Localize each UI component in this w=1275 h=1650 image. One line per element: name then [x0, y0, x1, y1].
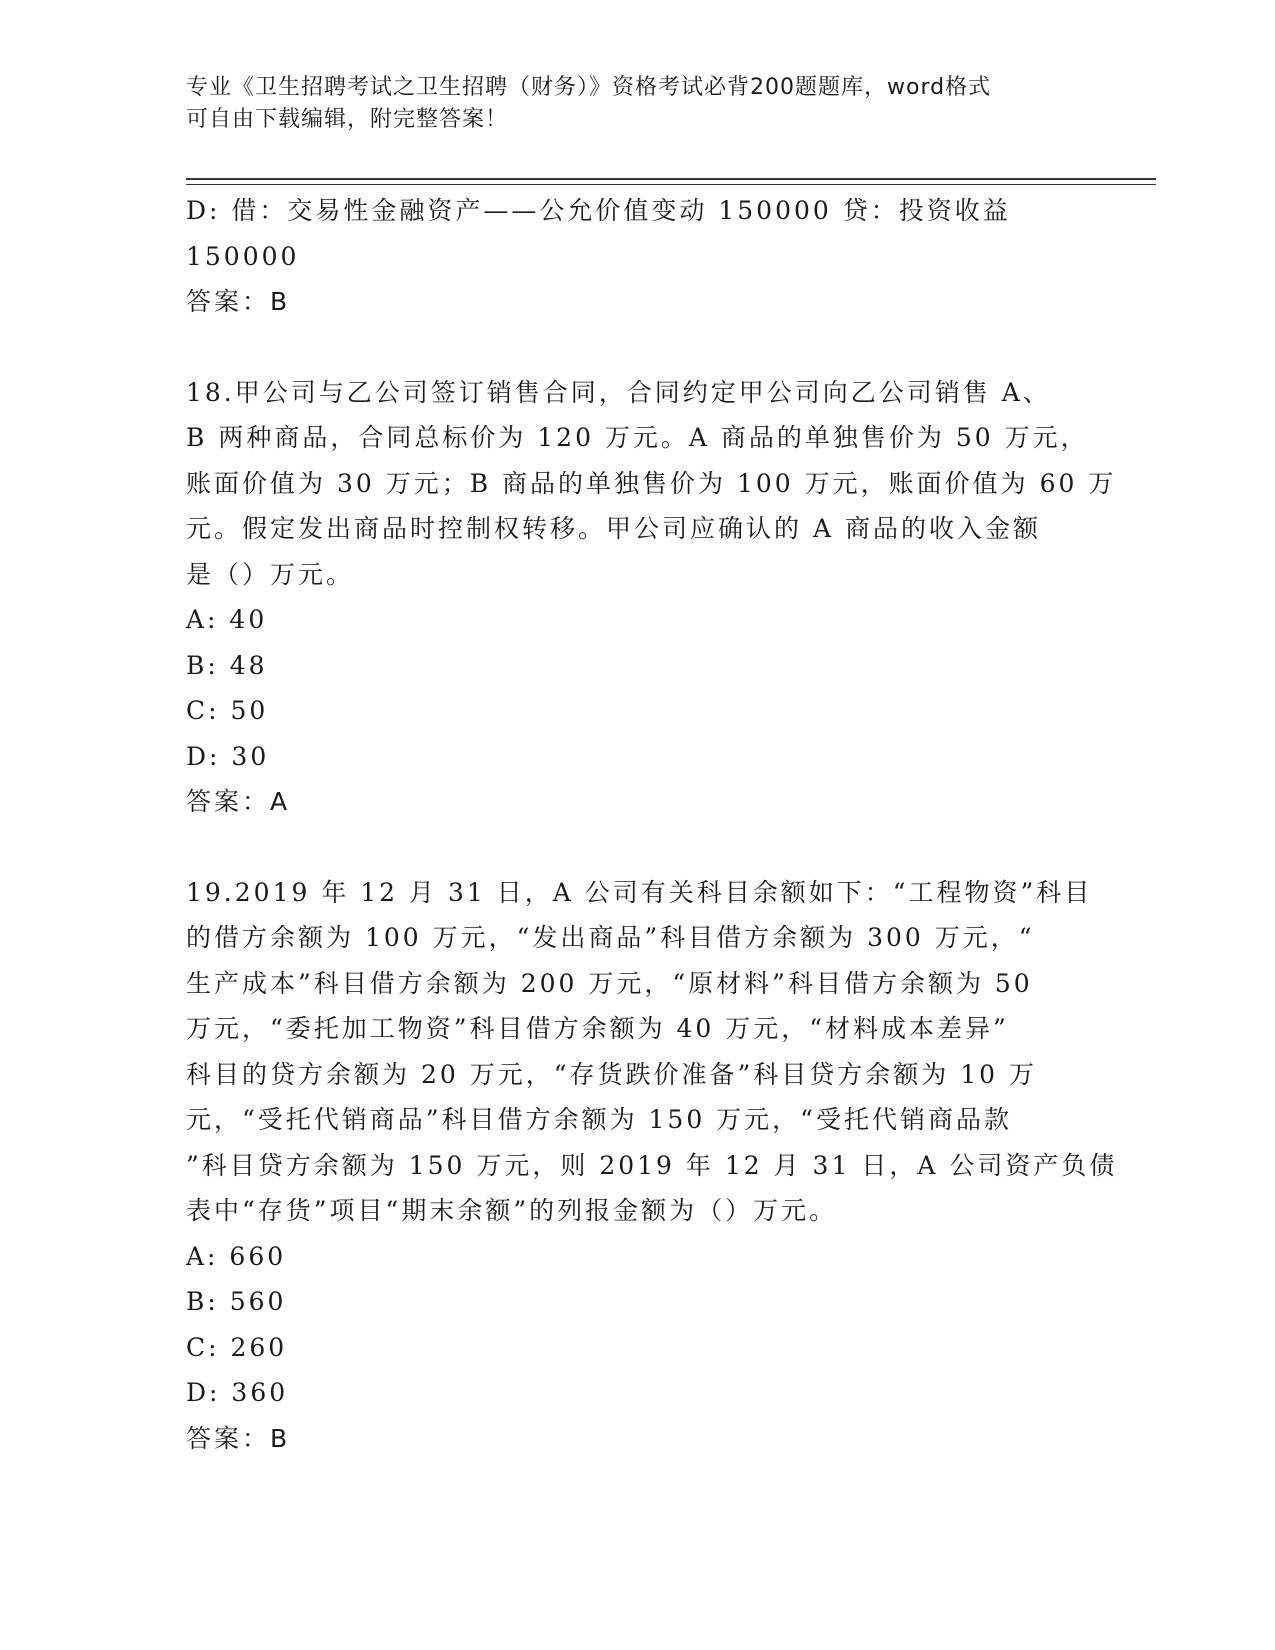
option-b: B: 560: [186, 1287, 287, 1316]
answer-line: 答案：B: [186, 1423, 291, 1453]
previous-question-tail: [186, 188, 1086, 325]
question-text-line: 科目的贷方余额为 20 万元，“存货跌价准备”科目贷方余额为 10 万: [186, 1059, 1037, 1089]
spacer: [186, 825, 1086, 870]
question-text-line: 的借方余额为 100 万元，“发出商品”科目借方余额为 300 万元，“: [186, 923, 1035, 952]
option-d: D: 30: [186, 741, 270, 771]
answer-line: 答案：A: [186, 787, 291, 816]
question-text-line: 表中“存货”项目“期末余额”的列报金额为（）万元。: [186, 1196, 838, 1225]
option-d-line-2: 150000: [186, 241, 300, 271]
option-c: C: 50: [186, 696, 269, 725]
header-rule-thin: [186, 184, 1156, 185]
answer-line: 答案：B: [186, 287, 291, 316]
question-text-line: ”科目贷方余额为 150 万元，则 2019 年 12 月 31 日，A 公司资产负债: [186, 1150, 1118, 1180]
question-text-line: 万元，“委托加工物资”科目借方余额为 40 万元，“材料成本差异”: [186, 1014, 1009, 1043]
header-line-1: 专业《卫生招聘考试之卫生招聘（财务）》资格考试必背200题题库，word格式: [186, 75, 992, 100]
document-body: [186, 188, 1118, 1461]
question-text-line: 是（）万元。: [186, 559, 355, 589]
question-text-line: 账面价值为 30 万元；B 商品的单独售价为 100 万元，账面价值为 60 万: [186, 468, 1117, 498]
question-text-line: B 两种商品，合同总标价为 120 万元。A 商品的单独售价为 50 万元，: [186, 423, 1089, 452]
question-text-line: 18.甲公司与乙公司签订销售合同，合同约定甲公司向乙公司销售 A、: [186, 377, 1051, 407]
option-d-line-1: D: 借：交易性金融资产——公允价值变动 150000 贷：投资收益: [186, 196, 1011, 225]
question-19: [186, 870, 1118, 1462]
question-text-line: 19.2019 年 12 月 31 日，A 公司有关科目余额如下：“工程物资”科目: [186, 877, 1093, 907]
spacer: [186, 325, 1086, 370]
header-line-2: 可自由下载编辑，附完整答案！: [186, 107, 509, 132]
option-b: B: 48: [186, 650, 268, 680]
question-text-line: 生产成本”科目借方余额为 200 万元，“原材料”科目借方余额为 50: [186, 968, 1033, 998]
option-a: A: 660: [186, 1241, 287, 1271]
document-header: [186, 72, 1086, 136]
question-text-line: 元。假定发出商品时控制权转移。甲公司应确认的 A 商品的收入金额: [186, 514, 1041, 543]
header-rule-thick: [186, 178, 1156, 180]
question-text-line: 元，“受托代销商品”科目借方余额为 150 万元，“受托代销商品款: [186, 1105, 1012, 1134]
question-18: [186, 370, 1117, 825]
option-d: D: 360: [186, 1378, 289, 1407]
option-a: A: 40: [186, 605, 268, 634]
option-c: C: 260: [186, 1332, 288, 1362]
